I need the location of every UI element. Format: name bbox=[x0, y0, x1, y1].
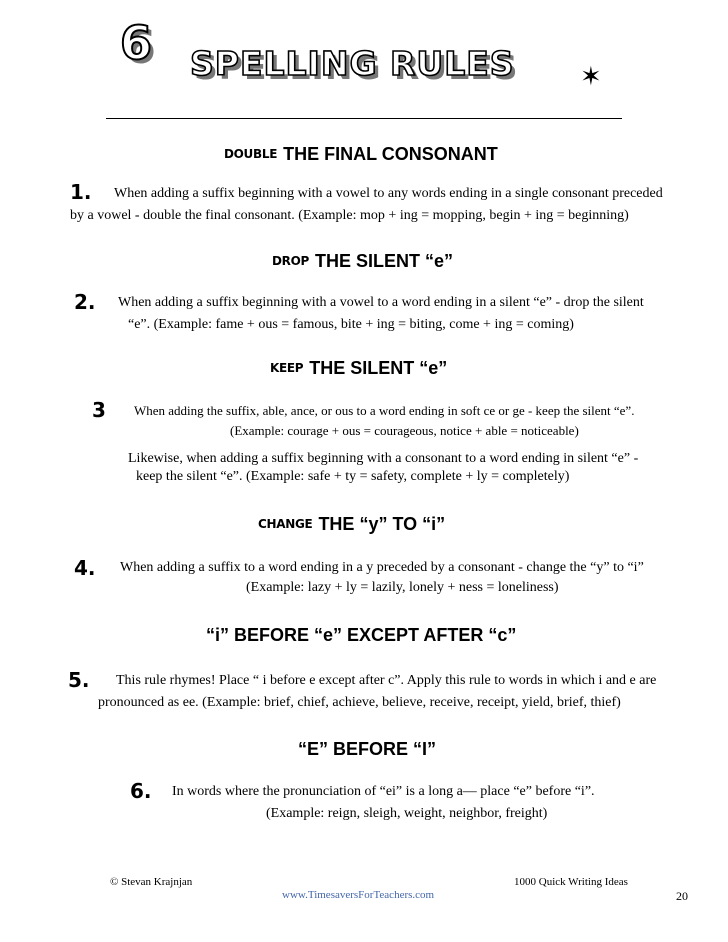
rule-number: 3 bbox=[92, 398, 106, 422]
heading-drop bbox=[272, 251, 453, 272]
heading-e-before-i bbox=[298, 739, 436, 760]
rule-text: When adding a suffix to a word ending in a y preceded by a consonant - change the “y” to “i” bbox=[120, 560, 644, 575]
rule-text: (Example: lazy + ly = lazily, lonely + ness = loneliness) bbox=[246, 580, 559, 595]
page-title: SPELLING RULES bbox=[190, 44, 515, 83]
rule-number: 6. bbox=[130, 779, 152, 803]
heading-tag: KEEP bbox=[270, 361, 304, 375]
rule-number: 2. bbox=[74, 290, 96, 314]
rule-number: 4. bbox=[74, 556, 96, 580]
heading-text: THE SILENT “e” bbox=[315, 251, 454, 271]
rule-text: When adding a suffix beginning with a vowel to a word ending in a silent “e” - drop the silent bbox=[118, 295, 644, 310]
rule-number: 5. bbox=[68, 668, 90, 692]
heading-text: THE “y” TO “i” bbox=[318, 514, 446, 534]
heading-change bbox=[258, 514, 445, 535]
rule-text: When adding a suffix beginning with a vowel to any words ending in a single consonant preceded bbox=[114, 186, 663, 201]
rule-text: “e”. (Example: fame + ous = famous, bite + ing = biting, come + ing = coming) bbox=[128, 317, 574, 332]
heading-tag: CHANGE bbox=[258, 517, 313, 531]
rule-text: Likewise, when adding a suffix beginning with a consonant to a word ending in silent “e” - bbox=[128, 451, 639, 466]
heading-text: “E” BEFORE “I” bbox=[298, 739, 437, 759]
rule-text: (Example: reign, sleigh, weight, neighbor, freight) bbox=[266, 806, 548, 821]
star-icon: ✶ bbox=[580, 62, 602, 92]
heading-text: THE FINAL CONSONANT bbox=[283, 144, 498, 164]
heading-double bbox=[224, 144, 498, 165]
rule-text: (Example: courage + ous = courageous, notice + able = noticeable) bbox=[230, 423, 579, 438]
rule-text: When adding the suffix, able, ance, or ous to a word ending in soft ce or ge - keep the silent “e”. bbox=[134, 403, 635, 418]
rule-text: pronounced as ee. (Example: brief, chief, achieve, believe, receive, receipt, yield, brief, thief) bbox=[98, 695, 621, 710]
rule-text: by a vowel - double the final consonant. (Example: mop + ing = mopping, begin + ing = beginning) bbox=[70, 208, 629, 223]
title-divider bbox=[106, 118, 622, 119]
heading-text: “i” BEFORE “e” EXCEPT AFTER “c” bbox=[206, 625, 517, 645]
heading-i-before-e bbox=[206, 625, 516, 646]
page-number: 20 bbox=[676, 889, 688, 903]
heading-tag: DOUBLE bbox=[224, 147, 278, 161]
rule-text: keep the silent “e”. (Example: safe + ty = safety, complete + ly = completely) bbox=[136, 469, 570, 484]
footer-book: 1000 Quick Writing Ideas bbox=[514, 876, 628, 888]
heading-keep bbox=[270, 358, 447, 379]
rule-number: 1. bbox=[70, 180, 92, 204]
footer-website[interactable]: www.TimesaversForTeachers.com bbox=[282, 889, 435, 901]
footer-author: © Stevan Krajnjan bbox=[110, 876, 193, 888]
heading-text: THE SILENT “e” bbox=[309, 358, 448, 378]
heading-tag: DROP bbox=[272, 254, 309, 268]
rule-text: This rule rhymes! Place “ i before e except after c”. Apply this rule to words in which i and e are bbox=[116, 673, 657, 688]
title-number: 6 bbox=[120, 16, 154, 70]
rule-text: In words where the pronunciation of “ei” is a long a— place “e” before “i”. bbox=[172, 784, 595, 799]
